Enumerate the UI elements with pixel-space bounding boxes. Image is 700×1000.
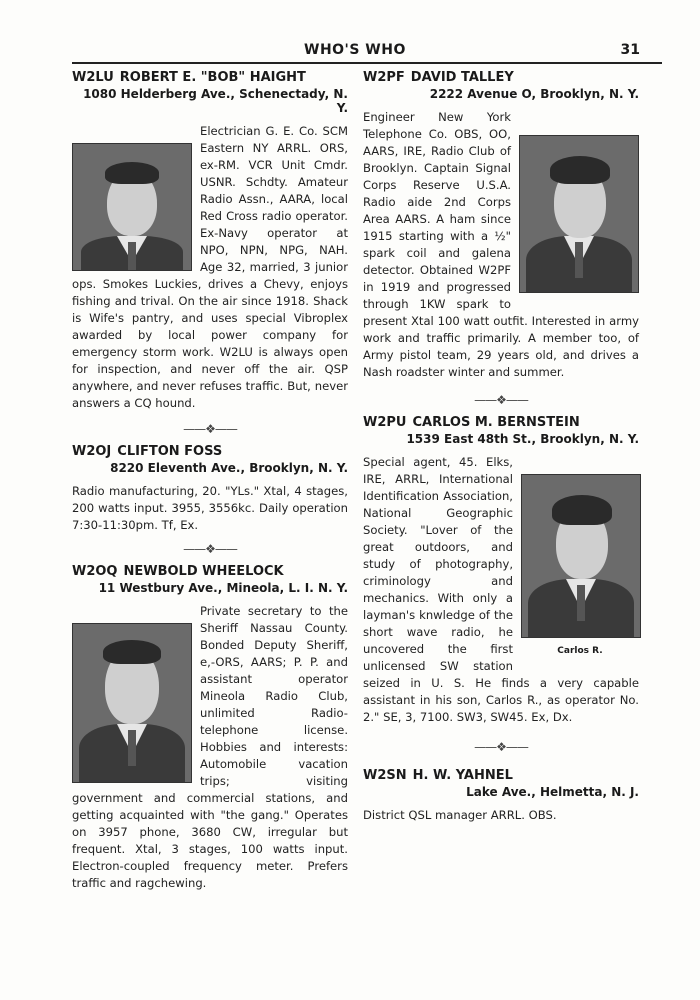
member-address: 11 Westbury Ave., Mineola, L. I. N. Y. — [98, 581, 348, 595]
entry-w2lu — [72, 70, 348, 412]
member-bio: Radio manufacturing, 20. "YLs." Xtal, 4 stages, 200 watts input. 3955, 3556kc. Daily operation 7:30-11:30pm. Tf, Ex. — [72, 484, 348, 532]
section-divider: ——❖—— — [183, 542, 237, 556]
member-name: NEWBOLD WHEELOCK — [123, 564, 284, 579]
member-name: ROBERT E. "BOB" HAIGHT — [119, 70, 306, 85]
running-title: WHO'S WHO — [304, 42, 406, 58]
member-bio: District QSL manager ARRL. OBS. — [363, 808, 557, 822]
callsign: W2SN — [363, 768, 407, 783]
member-address: 2222 Avenue O, Brooklyn, N. Y. — [429, 87, 639, 101]
section-divider: ——❖—— — [474, 740, 528, 754]
entry-w2oq — [72, 564, 348, 892]
member-address: 1080 Helderberg Ave., Schenectady, N. Y. — [83, 87, 348, 115]
entry-w2pu — [363, 415, 639, 726]
portrait-photo — [521, 474, 641, 638]
entry-w2sn — [363, 768, 639, 824]
callsign: W2OJ — [72, 444, 112, 459]
section-divider: ——❖—— — [474, 393, 528, 407]
member-bio: Engineer New York Telephone Co. OBS, OO, AARS, IRE, Radio Club of Brooklyn. Captain Signal Corps Reserve U.S.A. Radio aide 2nd Corps Area AARS. A ham since 1915 starting with a ½" spark coil and galena detector. Obtained W2PF in 1919 and progressed through 1KW spark to present Xtal 100 watt outfit. Interested in army work and traffic primarily. A member too, of Army pistol team, 29 years old, and drives a Nash roadster winter and summer. — [363, 110, 639, 379]
entry-w2oj — [72, 444, 348, 534]
member-address: Lake Ave., Helmetta, N. J. — [466, 785, 639, 799]
portrait-photo — [72, 143, 192, 271]
callsign: W2PU — [363, 415, 407, 430]
member-address: 8220 Eleventh Ave., Brooklyn, N. Y. — [110, 461, 348, 475]
header-rule — [72, 62, 662, 64]
portrait-photo — [519, 135, 639, 293]
member-bio: Special agent, 45. Elks, IRE, ARRL, International Identification Association, National Geographic Society. "Lover of the great outdoors, and study of photography, criminology and mechanics. With only a layman's knwledge of the short wave radio, he uncovered the first unlicensed SW station seized in U. S. He finds a very capable assistant in his son, Carlos R., as operator No. 2." SE, 3, 7100. SW3, SW45. Ex, Dx. — [363, 455, 639, 724]
member-bio: Electrician G. E. Co. SCM Eastern NY ARRL. ORS, ex-RM. VCR Unit Cmdr. USNR. Schdty. Amateur Radio Assn., AARA, local Red Cross radio operator. Ex-Navy operator at NPO, NPN, NPG, NAH. Age 32, married, 3 junior ops. Smokes Luckies, drives a Chevy, enjoys fishing and trival. On the air since 1918. Shack is Wife's pantry, and uses special Vibroplex awarded by local power company for emergency storm work. W2LU is always open for inspection, and never off the air. QSP anywhere, and never refuses traffic. But, never answers a CQ hound. — [72, 124, 348, 410]
callsign: W2OQ — [72, 564, 118, 579]
callsign: W2PF — [363, 70, 405, 85]
entry-heading — [72, 444, 348, 459]
entry-heading — [363, 768, 639, 783]
entry-heading — [363, 415, 639, 430]
section-divider: ——❖—— — [183, 422, 237, 436]
member-name: CLIFTON FOSS — [117, 444, 223, 459]
member-address: 1539 East 48th St., Brooklyn, N. Y. — [406, 432, 639, 446]
member-name: DAVID TALLEY — [410, 70, 514, 85]
left-column — [72, 70, 348, 892]
portrait-figure — [521, 474, 639, 656]
member-name: CARLOS M. BERNSTEIN — [412, 415, 580, 430]
page-number: 31 — [620, 42, 640, 58]
callsign: W2LU — [72, 70, 114, 85]
photo-caption: Carlos R. — [557, 646, 603, 656]
right-column — [363, 70, 639, 824]
entry-heading — [72, 70, 348, 85]
portrait-photo — [72, 623, 192, 783]
entry-heading — [72, 564, 348, 579]
member-name: H. W. YAHNEL — [412, 768, 513, 783]
member-bio: Private secretary to the Sheriff Nassau County. Bonded Deputy Sheriff, e,-ORS, AARS; P. P. and assistant operator Mineola Radio Club, unlimited Radio-telephone license. Hobbies and interests: Automobile vacation trips; visiting government and commercial stations, and getting acquainted with "the gang." Operates on 3957 phone, 3680 CW, irregular but frequent. Xtal, 3 stages, 100 watts input. Electron-coupled frequency meter. Prefers traffic and ragchewing. — [72, 604, 348, 890]
entry-w2pf — [363, 70, 639, 381]
page-header — [72, 40, 662, 64]
entry-heading — [363, 70, 639, 85]
